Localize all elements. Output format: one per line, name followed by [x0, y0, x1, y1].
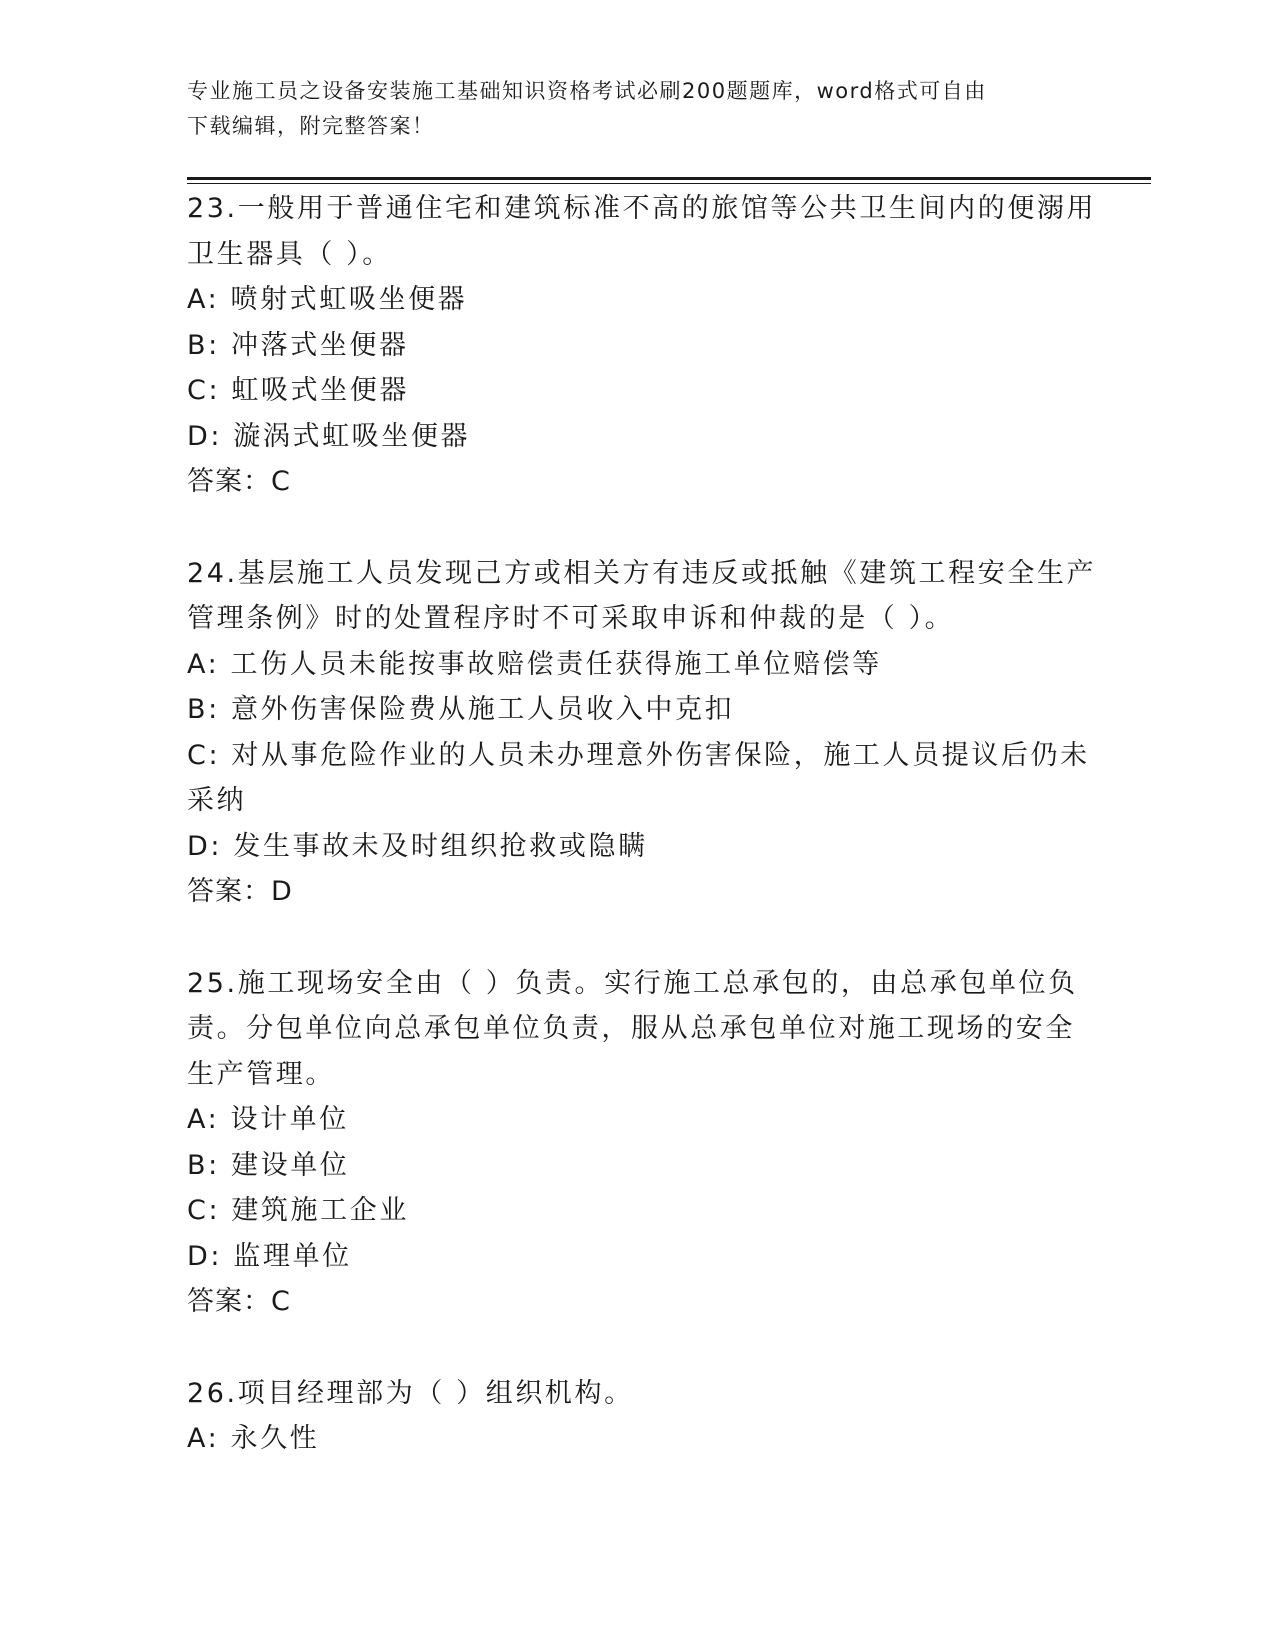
question-text-line: 25.施工现场安全由（ ）负责。实行施工总承包的，由总承包单位负 [187, 967, 1078, 999]
option-c-continued: 采纳 [187, 785, 247, 816]
option-b: B: 意外伤害保险费从施工人员收入中克扣 [187, 694, 735, 725]
question-text-line: 管理条例》时的处置程序时不可采取申诉和仲裁的是（ ）。 [187, 603, 955, 634]
answer-line: 答案：C [187, 1286, 291, 1317]
question-25 [187, 961, 1077, 1325]
question-spacer [187, 505, 1077, 551]
option-c: C: 建筑施工企业 [187, 1195, 409, 1226]
option-b: B: 冲落式坐便器 [187, 329, 409, 361]
option-d: D: 发生事故未及时组织抢救或隐瞒 [187, 830, 648, 862]
question-text-line: 责。分包单位向总承包单位负责，服从总承包单位对施工现场的安全 [187, 1013, 1075, 1044]
question-24 [187, 551, 1097, 915]
question-spacer [187, 1325, 1077, 1371]
answer-line: 答案：D [187, 876, 293, 907]
document-page [187, 0, 1151, 1650]
document-header [187, 74, 1067, 144]
question-26 [187, 1371, 1077, 1462]
question-text-line: 24.基层施工人员发现己方或相关方有违反或抵触《建筑工程安全生产 [187, 557, 1097, 589]
option-c: C: 虹吸式坐便器 [187, 375, 409, 406]
option-a: A: 永久性 [187, 1423, 320, 1454]
option-d: D: 漩涡式虹吸坐便器 [187, 420, 471, 452]
question-text-line: 26.项目经理部为（ ）组织机构。 [187, 1377, 634, 1409]
option-b: B: 建设单位 [187, 1149, 350, 1181]
question-list [187, 186, 1097, 1462]
answer-line: 答案：C [187, 466, 291, 497]
divider-thick-line [187, 177, 1151, 180]
option-a: A: 设计单位 [187, 1104, 349, 1135]
header-title-line-1: 专业施工员之设备安装施工基础知识资格考试必刷200题题库，word格式可自由 [187, 79, 987, 103]
question-text-line: 23.一般用于普通住宅和建筑标准不高的旅馆等公共卫生间内的便溺用 [187, 193, 1097, 224]
question-text-line: 卫生器具（ ）。 [187, 238, 392, 270]
question-text-line: 生产管理。 [187, 1058, 335, 1090]
option-a: A: 工伤人员未能按事故赔偿责任获得施工单位赔偿等 [187, 648, 882, 680]
question-spacer [187, 915, 1077, 961]
option-a: A: 喷射式虹吸坐便器 [187, 284, 468, 315]
option-d: D: 监理单位 [187, 1240, 352, 1272]
header-title-line-2: 下载编辑，附完整答案！ [187, 114, 435, 138]
option-c: C: 对从事危险作业的人员未办理意外伤害保险，施工人员提议后仍未 [187, 739, 1090, 771]
divider-thin-line [187, 183, 1151, 184]
question-23 [187, 186, 1097, 505]
header-divider [187, 177, 1151, 184]
